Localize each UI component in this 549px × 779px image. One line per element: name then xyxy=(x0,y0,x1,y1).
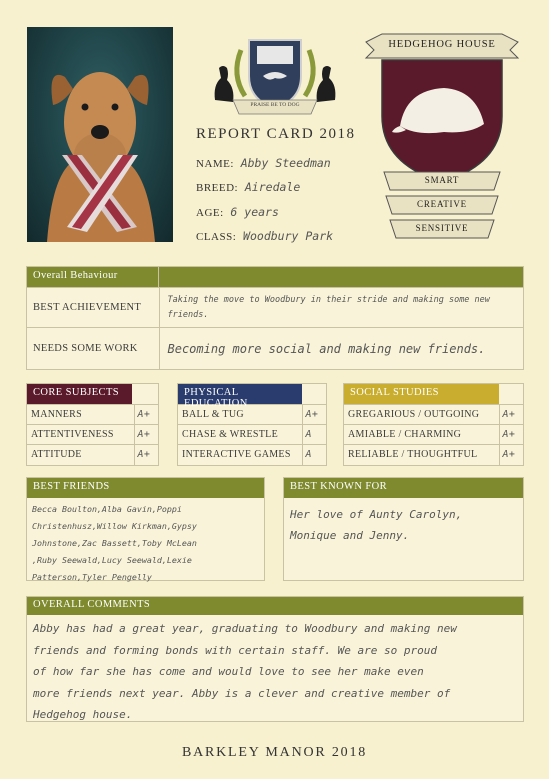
name-value: Abby Steedman xyxy=(240,156,331,170)
house-crest xyxy=(360,28,524,243)
core-header xyxy=(27,384,158,404)
behaviour-heading: Overall Behaviour xyxy=(27,267,159,287)
comments-line: friends and forming bonds with certain staff. We are so proud xyxy=(33,643,437,657)
breed-row xyxy=(196,180,300,194)
class-label: CLASS: xyxy=(196,231,237,243)
subject-label: RELIABLE / THOUGHTFUL xyxy=(344,445,499,465)
social-header-blank xyxy=(499,384,523,404)
social-heading: SOCIAL STUDIES xyxy=(344,384,499,404)
comments-text xyxy=(27,615,523,729)
friends-list xyxy=(27,498,264,589)
table-row xyxy=(178,425,326,445)
name-row xyxy=(196,156,331,170)
crest-motto: PRAISE BE TO DOG xyxy=(250,102,300,108)
best-achievement-label: BEST ACHIEVEMENT xyxy=(27,288,159,328)
table-row xyxy=(344,445,523,465)
house-value-2: CREATIVE xyxy=(417,199,467,209)
class-value: Woodbury Park xyxy=(243,229,334,243)
breed-value: Airedale xyxy=(244,180,301,194)
grade-value: A+ xyxy=(134,445,158,465)
social-studies-section xyxy=(343,383,524,466)
phys-heading: PHYSICAL EDUCATION xyxy=(178,384,302,404)
behaviour-header-fill xyxy=(159,267,523,287)
subject-label: CHASE & WRESTLE xyxy=(178,425,302,445)
grade-value: A+ xyxy=(134,425,158,445)
footer-title: BARKLEY MANOR 2018 xyxy=(181,745,368,760)
subject-label: MANNERS xyxy=(27,405,134,425)
known-text xyxy=(284,498,523,552)
friends-line: Christenhusz,Willow Kirkman,Gypsy xyxy=(32,521,197,531)
table-row xyxy=(27,425,158,445)
subject-label: ATTITUDE xyxy=(27,445,134,465)
phys-header xyxy=(178,384,326,409)
friends-heading: BEST FRIENDS xyxy=(27,478,264,498)
comments-line: of how far she has come and would love to see her make even xyxy=(33,665,424,678)
age-value: 6 years xyxy=(230,205,279,219)
known-line: Monique and Jenny. xyxy=(290,529,410,542)
grade-value: A+ xyxy=(499,445,523,465)
friends-line: Patterson,Tyler Pengelly xyxy=(32,572,152,582)
dog-photo xyxy=(27,27,173,242)
table-row xyxy=(27,445,158,465)
house-name: HEDGEHOG HOUSE xyxy=(388,39,496,50)
friends-line: Johnstone,Zac Bassett,Toby McLean xyxy=(32,538,197,548)
comments-line: Hedgehog house. xyxy=(33,708,133,721)
physical-education-section xyxy=(177,383,327,466)
subject-label: GREGARIOUS / OUTGOING xyxy=(344,405,499,425)
comments-line: more friends next year. Abby is a clever and creative member of xyxy=(33,686,451,700)
needs-work-label: NEEDS SOME WORK xyxy=(27,328,159,370)
breed-label: BREED: xyxy=(196,182,239,194)
class-row xyxy=(196,229,333,243)
house-value-3: SENSITIVE xyxy=(415,223,469,233)
social-table xyxy=(344,404,523,465)
report-title: REPORT CARD 2018 xyxy=(196,126,356,142)
table-row xyxy=(27,405,158,425)
table-row xyxy=(344,425,523,445)
table-row xyxy=(178,445,326,465)
best-known-for-section xyxy=(283,477,524,581)
best-achievement-value: Taking the move to Woodbury in their stride and making some new friends. xyxy=(159,288,523,328)
phys-table xyxy=(178,404,326,465)
behaviour-table xyxy=(27,287,523,370)
grade-value: A+ xyxy=(134,405,158,425)
friends-line: ,Ruby Seewald,Lucy Seewald,Lexie xyxy=(32,555,192,565)
overall-comments-section xyxy=(26,596,524,722)
behaviour-header xyxy=(27,267,523,287)
core-header-blank xyxy=(132,384,158,404)
table-row xyxy=(27,328,523,370)
core-subjects-section xyxy=(26,383,159,466)
phys-header-blank xyxy=(302,384,326,404)
grade-value: A xyxy=(302,445,326,465)
table-row xyxy=(27,288,523,328)
comments-heading: OVERALL COMMENTS xyxy=(27,597,523,615)
grade-value: A+ xyxy=(499,425,523,445)
behaviour-section xyxy=(26,266,524,370)
core-heading: CORE SUBJECTS xyxy=(27,384,132,404)
grade-value: A xyxy=(302,425,326,445)
age-row xyxy=(196,205,279,219)
best-friends-section xyxy=(26,477,265,581)
grade-value: A+ xyxy=(302,405,326,425)
table-row xyxy=(344,405,523,425)
known-heading: BEST KNOWN FOR xyxy=(284,478,523,498)
friends-line: Becca Boulton,Alba Gavin,Poppi xyxy=(32,504,182,514)
subject-label: AMIABLE / CHARMING xyxy=(344,425,499,445)
subject-label: BALL & TUG xyxy=(178,405,302,425)
needs-work-value: Becoming more social and making new friends. xyxy=(159,328,523,370)
grade-value: A+ xyxy=(499,405,523,425)
subject-label: ATTENTIVENESS xyxy=(27,425,134,445)
subject-label: INTERACTIVE GAMES xyxy=(178,445,302,465)
social-header xyxy=(344,384,523,404)
school-crest xyxy=(205,30,345,122)
core-table xyxy=(27,404,158,465)
name-label: NAME: xyxy=(196,158,234,170)
comments-line: Abby has had a great year, graduating to Woodbury and making new xyxy=(33,622,457,635)
known-line: Her love of Aunty Carolyn, xyxy=(290,508,463,521)
house-value-1: SMART xyxy=(424,175,460,185)
age-label: AGE: xyxy=(196,207,224,219)
